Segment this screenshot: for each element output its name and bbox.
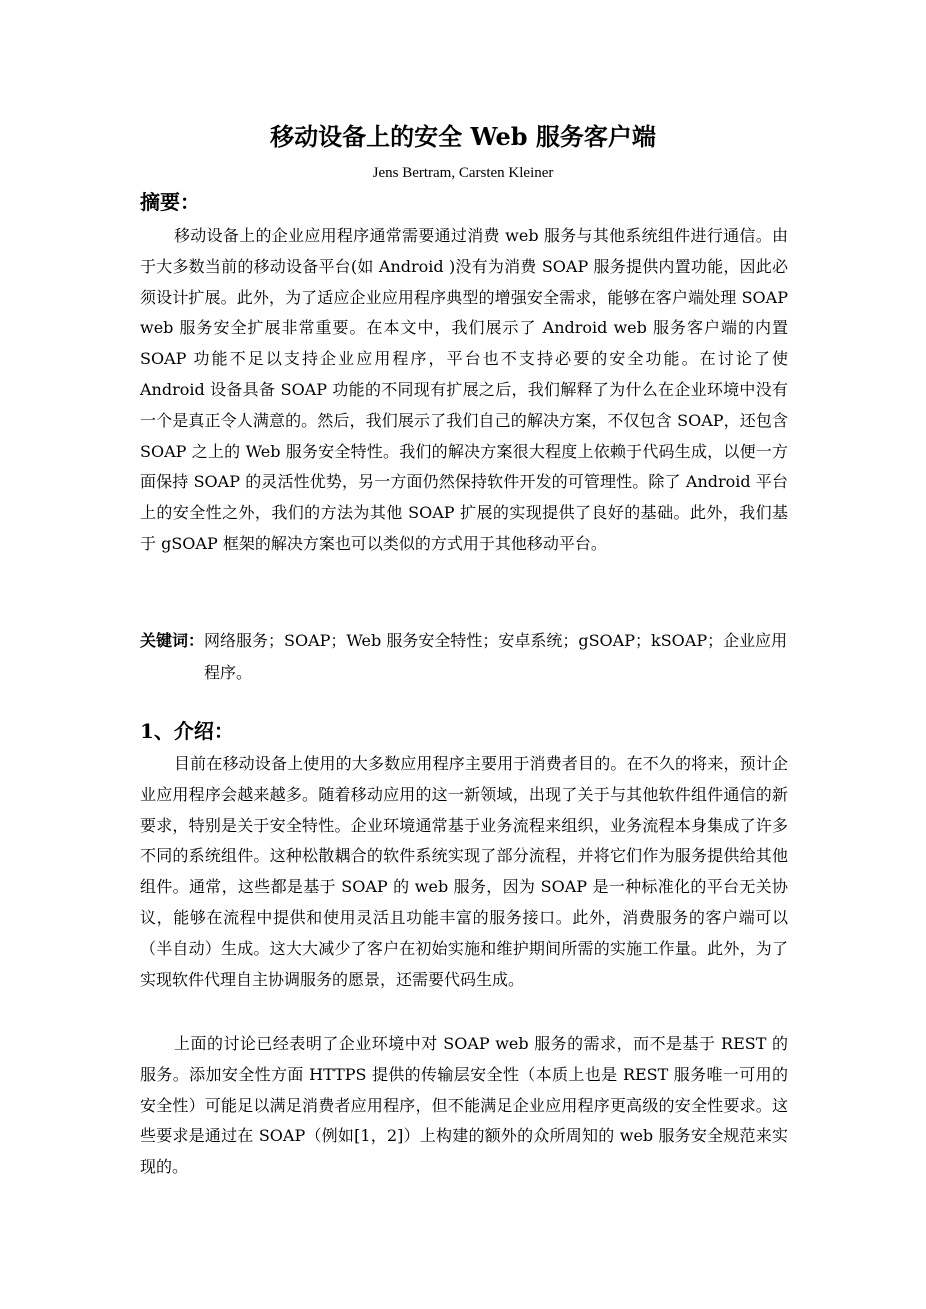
paper-title: 移动设备上的安全 Web 服务客户端 bbox=[270, 122, 656, 151]
paper-authors: Jens Bertram, Carsten Kleiner bbox=[372, 165, 554, 181]
introduction-heading: 1、介绍： bbox=[140, 719, 234, 743]
introduction-paragraph-2: 上面的讨论已经表明了企业环境中对 SOAP web 服务的需求，而不是基于 REST 的服务。添加安全性方面 HTTPS 提供的传输层安全性（本质上也是 REST 服务唯一可用的安全性）可能足以满足消费者应用程序，但不能满足企业应用程序更高级的安全性要求。这些要求是通过在 SOAP（例如[1，2]）上构建的额外的众所周知的 web 服务安全规范来实现的。 bbox=[140, 1034, 788, 1177]
keywords-text: 网络服务；SOAP；Web 服务安全特性；安卓系统；gSOAP；kSOAP；企业应用程序。 bbox=[204, 631, 788, 682]
introduction-paragraph-1: 目前在移动设备上使用的大多数应用程序主要用于消费者目的。在不久的将来，预计企业应用程序会越来越多。随着移动应用的这一新领域，出现了关于与其他软件组件通信的新要求，特别是关于安全特性。企业环境通常基于业务流程来组织，业务流程本身集成了许多不同的系统组件。这种松散耦合的软件系统实现了部分流程，并将它们作为服务提供给其他组件。通常，这些都是基于 SOAP 的 web 服务，因为 SOAP 是一种标准化的平台无关协议，能够在流程中提供和使用灵活且功能丰富的服务接口。此外，消费服务的客户端可以（半自动）生成。这大大减少了客户在初始实施和维护期间所需的实施工作量。此外，为了实现软件代理自主协调服务的愿景，还需要代码生成。 bbox=[140, 754, 788, 989]
abstract-text: 移动设备上的企业应用程序通常需要通过消费 web 服务与其他系统组件进行通信。由于大多数当前的移动设备平台(如 Android )没有为消费 SOAP 服务提供内置功能，因此必须设计扩展。此外，为了适应企业应用程序典型的增强安全需求，能够在客户端处理 SOAP web 服务安全扩展非常重要。在本文中，我们展示了 Android web 服务客户端的内置 SOAP 功能不足以支持企业应用程序，平台也不支持必要的安全功能。在讨论了使 Android 设备具备 SOAP 功能的不同现有扩展之后，我们解释了为什么在企业环境中没有一个是真正令人满意的。然后，我们展示了我们自己的解决方案，不仅包含 SOAP，还包含 SOAP 之上的 Web 服务安全特性。我们的解决方案很大程度上依赖于代码生成，以便一方面保持 SOAP 的灵活性优势，另一方面仍然保持软件开发的可管理性。除了 Android 平台上的安全性之外，我们的方法为其他 SOAP 扩展的实现提供了良好的基础。此外，我们基于 gSOAP 框架的解决方案也可以类似的方式用于其他移动平台。 bbox=[140, 226, 788, 553]
abstract-heading: 摘要： bbox=[140, 190, 200, 214]
keywords-label: 关键词： bbox=[140, 631, 205, 650]
keywords-block bbox=[140, 625, 788, 689]
